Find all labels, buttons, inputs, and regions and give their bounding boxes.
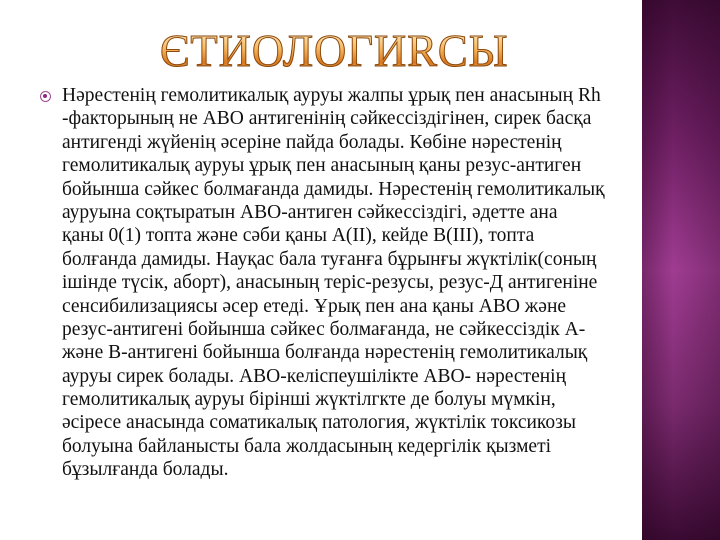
text-line: сенсибилизациясы әсер етеді. Ұрық пен ана қаны АВО және	[62, 295, 567, 317]
text-line: гемолитикалық ауруы бірінші жүктілгкте де болуы мүмкін,	[62, 389, 556, 411]
text-line: резус-антигені бойынша сәйкес болмағанда, не сәйкессіздік А-	[62, 318, 586, 340]
text-line: антигенді жүйенің әсеріне пайда болады. Көбіне нәрестенің	[62, 131, 562, 153]
text-line: бұзылғанда болады.	[62, 459, 229, 481]
text-line: ауруы сирек болады. АВО-келіспеушілікте АВО- нәрестенің	[62, 365, 567, 387]
bullet-icon	[40, 91, 51, 102]
text-line: болуына байланысты бала жолдасының кедергілік қызметі	[62, 435, 552, 457]
text-line: бойынша сәйкес болмағанда дамиды. Нәрестенің гемолитикалық	[62, 178, 605, 200]
text-line: ішінде түсік, аборт), анасының теріс-резусы, резус-Д антигеніне	[62, 272, 598, 294]
text-line: -факторының не АВО антигенінің сәйкессіздігінен, сирек басқа	[62, 108, 592, 130]
decorative-side-band	[642, 0, 720, 540]
text-line: гемолитикалық ауруы ұрық пен анасының қаны резус-антиген	[62, 155, 582, 177]
text-line: болғанда дамиды. Науқас бала туғанға бұрынғы жүктілік(соның	[62, 248, 597, 270]
slide-title: ЄТИОЛОГИRCЫ	[160, 25, 509, 76]
text-line: әсіресе анасында соматикалық патология, жүктілік токсикозы	[62, 412, 576, 434]
text-line: және В-антигені бойынша болғанда нәрестенің гемолитикалық	[62, 342, 588, 364]
text-line: ауруына соқтыратын АВО-антиген сәйкессіздігі, әдетте ана	[62, 201, 558, 223]
text-line: Нәрестенің гемолитикалық ауруы жалпы ұрық пен анасының Rh	[62, 85, 601, 106]
slide-body-text	[62, 84, 605, 482]
text-line: қаны 0(1) топта және сәби қаны А(II), кейде В(III), топта	[62, 225, 535, 247]
